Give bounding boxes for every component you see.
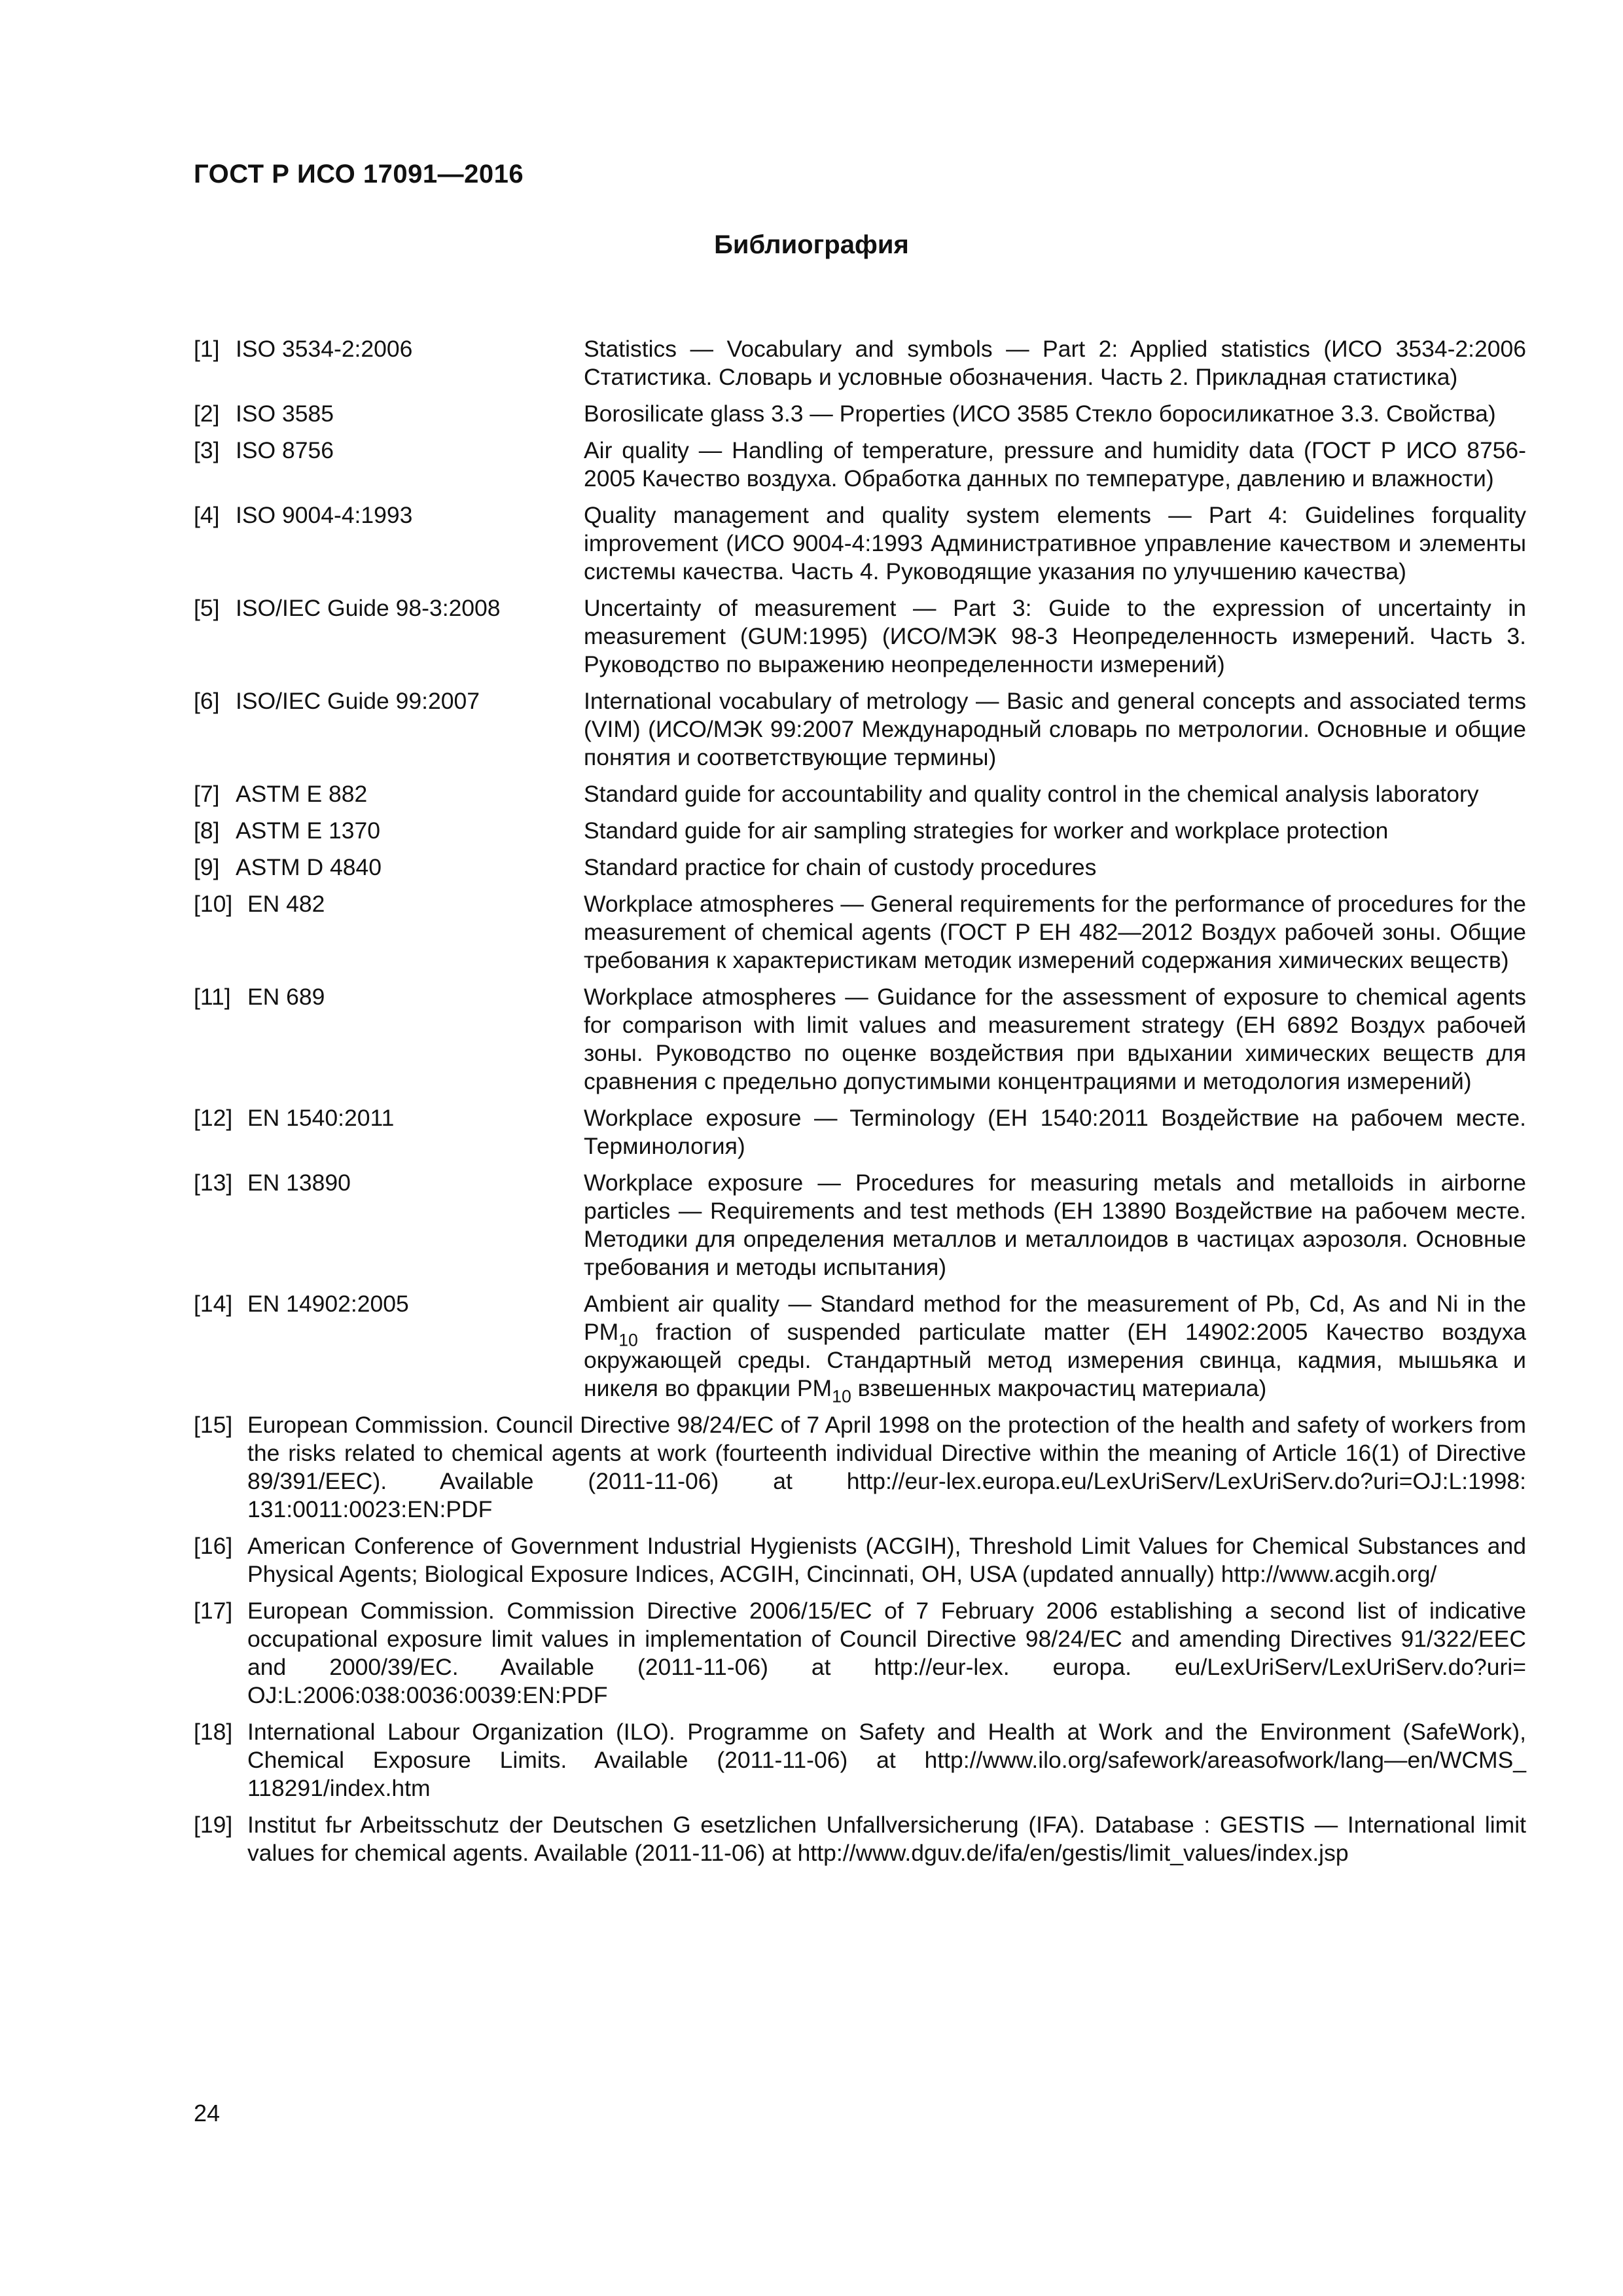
entry-code: ASTM D 4840	[236, 854, 382, 880]
entry-number: [1]	[194, 336, 220, 362]
entry-number: [5]	[194, 595, 220, 621]
entry-description: European Commission. Council Directive 98/24/EC of 7 April 1998 on the protection of the health and safety of workers from the risks related to chemical agents at work (fourteenth individual Directive within the meaning of Article 16(1) of Directive 89/391/EEC). Available (2011-11-06) at http://eur-lex.europa.eu/LexUriServ/LexUriServ.do?uri=OJ:L:1998: 131:0011:0023:EN:PDF	[247, 1412, 1526, 1522]
bib-entry-full	[194, 1718, 1526, 1803]
bib-entry-full	[194, 1532, 1526, 1588]
bib-entry	[194, 501, 1526, 586]
entry-code: EN 13890	[247, 1170, 351, 1196]
entry-description: Borosilicate glass 3.3 — Properties (ИСО 3585 Стекло боросиликатное 3.3. Свойства)	[584, 401, 1496, 427]
bib-entry	[194, 335, 1526, 391]
entry-description: Quality management and quality system elements — Part 4: Guidelines forquality improvement (ИСО 9004-4:1993 Административное управление качеством и элементы системы качества. Часть 4. Руководящие указания по улучшению качества)	[584, 502, 1526, 584]
bib-entry-full	[194, 1811, 1526, 1867]
entry-number: [14]	[194, 1291, 233, 1317]
entry-number: [16]	[194, 1533, 233, 1559]
entry-description: Institut fьr Arbeitsschutz der Deutschen G esetzlichen Unfallversicherung (IFA). Database : GESTIS — International limit values for chemical agents. Available (2011-11-06) at http://www.dguv.de/ifa/en/gestis/limit_values/index.jsp	[247, 1812, 1526, 1866]
entry-description	[584, 1290, 1526, 1407]
bib-entry	[194, 817, 1526, 845]
entry-number: [6]	[194, 688, 220, 714]
entry-description: International Labour Organization (ILO). Programme on Safety and Health at Work and the Environment (SafeWork), Chemical Exposure Limits. Available (2011-11-06) at http://www.ilo.org/safework/areasofwork/lang—en/WCMS_ 118291/index.htm	[247, 1719, 1526, 1801]
entry-description: Air quality — Handling of temperature, pressure and humidity data (ГОСТ Р ИСО 8756-2005 Качество воздуха. Обработка данных по температуре, давлению и влажности)	[584, 437, 1526, 492]
entry-number: [4]	[194, 502, 220, 528]
entry-number: [3]	[194, 437, 220, 463]
entry-description: European Commission. Commission Directive 2006/15/EC of 7 February 2006 establishing a second list of indicative occupational exposure limit values in implementation of Council Directive 98/24/EC and amending Directives 91/322/EEC and 2000/39/EC. Available (2011-11-06) at http://eur-lex. europa. eu/LexUriServ/LexUriServ.do?uri= OJ:L:2006:038:0036:0039:EN:PDF	[247, 1598, 1526, 1708]
entry-code: EN 689	[247, 984, 325, 1010]
bib-entry	[194, 687, 1526, 772]
entry-number: [13]	[194, 1170, 233, 1196]
entry-code: ISO 9004-4:1993	[236, 502, 413, 528]
bib-entry	[194, 780, 1526, 808]
bibliography-list	[194, 335, 1526, 1876]
entry-description: Uncertainty of measurement — Part 3: Guide to the expression of uncertainty in measurement (GUM:1995) (ИСО/МЭК 98-3 Неопределенность измерений. Часть 3. Руководство по выражению неопределенности измерений)	[584, 595, 1526, 677]
entry-description: Workplace atmospheres — General requirements for the performance of procedures for the measurement of chemical agents (ГОСТ Р ЕН 482—2012 Воздух рабочей зоны. Общие требования к характеристикам методик измерений содержания химических веществ)	[584, 891, 1526, 973]
entry-description: Standard guide for air sampling strategies for worker and workplace protection	[584, 817, 1389, 844]
page-title: Библиография	[714, 230, 909, 259]
entry-code: ASTM E 1370	[236, 817, 380, 844]
entry-description: Workplace atmospheres — Guidance for the assessment of exposure to chemical agents for comparison with limit values and measurement strategy (ЕН 6892 Воздух рабочей зоны. Руководство по оценке воздействия при вдыхании химических веществ для сравнения с предельно допустимыми концентрациями и методология измерений)	[584, 984, 1526, 1094]
entry-description: Workplace exposure — Procedures for measuring metals and metalloids in airborne particles — Requirements and test methods (ЕН 13890 Воздействие на рабочем месте. Методики для определения металлов и металлоидов в частицах аэрозоля. Основные требования и методы испытания)	[584, 1170, 1526, 1280]
entry-code: EN 482	[247, 891, 325, 917]
subscript: 10	[618, 1330, 638, 1350]
entry-code: ISO 3585	[236, 401, 334, 427]
entry-text-part: взвешенных макрочастиц материала)	[851, 1375, 1267, 1401]
entry-number: [17]	[194, 1598, 233, 1624]
bib-entry	[194, 1290, 1526, 1407]
entry-number: [19]	[194, 1812, 233, 1838]
entry-number: [10]	[194, 891, 233, 917]
entry-description: Standard practice for chain of custody procedures	[584, 854, 1097, 880]
entry-number: [15]	[194, 1412, 233, 1438]
bib-entry	[194, 1104, 1526, 1160]
entry-number: [12]	[194, 1105, 233, 1131]
bib-entry	[194, 983, 1526, 1096]
bib-entry	[194, 594, 1526, 679]
entry-description: Statistics — Vocabulary and symbols — Part 2: Applied statistics (ИСО 3534-2:2006 Статистика. Словарь и условные обозначения. Часть 2. Прикладная статистика)	[584, 336, 1526, 390]
entry-text-part: fraction of suspended particulate matter (ЕН 14902:2005 Качество воздуха окружающей среды. Стандартный метод измерения свинца, кадмия, мышьяка и никеля во фракции PM	[584, 1319, 1526, 1401]
entry-text-part: Ambient air quality — Standard method for the measurement of Pb, Cd, As and Ni in the PM	[584, 1291, 1526, 1345]
bib-entry	[194, 400, 1526, 428]
bib-entry	[194, 437, 1526, 493]
entry-description: International vocabulary of metrology — Basic and general concepts and associated terms (VIM) (ИСО/МЭК 99:2007 Международный словарь по метрологии. Основные и общие понятия и соответствующие термины)	[584, 688, 1526, 770]
page-number: 24	[194, 2100, 221, 2126]
bib-entry	[194, 1169, 1526, 1282]
entry-code: ISO 8756	[236, 437, 334, 463]
entry-number: [18]	[194, 1719, 233, 1745]
entry-code: EN 14902:2005	[247, 1291, 409, 1317]
entry-code: EN 1540:2011	[247, 1105, 395, 1131]
bib-entry	[194, 890, 1526, 975]
subscript: 10	[832, 1386, 851, 1407]
entry-number: [7]	[194, 781, 220, 807]
bib-entry-full	[194, 1597, 1526, 1710]
entry-description: Workplace exposure — Terminology (ЕН 1540:2011 Воздействие на рабочем месте. Терминология)	[584, 1105, 1526, 1159]
bib-entry-full	[194, 1411, 1526, 1524]
entry-code: ASTM E 882	[236, 781, 368, 807]
entry-code: ISO/IEC Guide 99:2007	[236, 688, 480, 714]
entry-number: [9]	[194, 854, 220, 880]
entry-description: Standard guide for accountability and quality control in the chemical analysis laboratory	[584, 781, 1479, 807]
entry-number: [8]	[194, 817, 220, 844]
entry-code: ISO 3534-2:2006	[236, 336, 413, 362]
document-code: ГОСТ Р ИСО 17091—2016	[194, 160, 524, 188]
entry-code: ISO/IEC Guide 98-3:2008	[236, 595, 501, 621]
entry-description: American Conference of Government Industrial Hygienists (ACGIH), Threshold Limit Values for Chemical Substances and Physical Agents; Biological Exposure Indices, ACGIH, Cincinnati, OH, USA (updated annually) http://www.acgih.org/	[247, 1533, 1526, 1587]
bib-entry	[194, 853, 1526, 882]
entry-number: [11]	[194, 984, 231, 1010]
entry-number: [2]	[194, 401, 220, 427]
